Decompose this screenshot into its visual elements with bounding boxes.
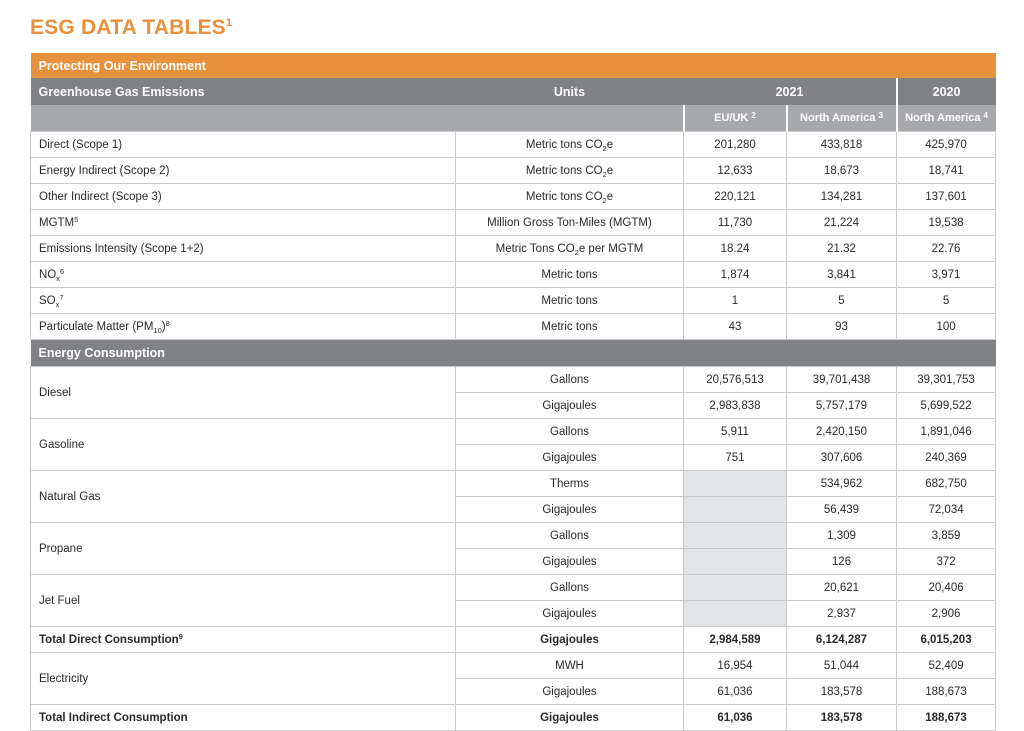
row-label: Emissions Intensity (Scope 1+2) xyxy=(31,236,456,262)
unit-cell: Gigajoules xyxy=(456,601,684,627)
row-label: Total Direct Consumption$^9$ xyxy=(31,627,456,653)
value-cell: 534,962 xyxy=(787,471,897,497)
value-cell: 137,601 xyxy=(897,184,996,210)
value-cell: 2,420,150 xyxy=(787,419,897,445)
subheader-eu-uk: EU/UK $^2$ xyxy=(684,105,787,132)
subheader-blank-cell xyxy=(31,105,684,132)
unit-cell: Metric Tons $CO_2e$ per MGTM xyxy=(456,236,684,262)
unit-cell: Gallons xyxy=(456,367,684,393)
unit-cell: Gigajoules xyxy=(456,549,684,575)
value-cell: 2,983,838 xyxy=(684,393,787,419)
value-cell: 433,818 xyxy=(787,132,897,158)
value-cell: 20,621 xyxy=(787,575,897,601)
row-label: Other Indirect (Scope 3) xyxy=(31,184,456,210)
energy-section-title: Energy Consumption xyxy=(31,340,996,367)
esg-data-table xyxy=(30,53,996,731)
value-cell: 6,015,203 xyxy=(897,627,996,653)
value-cell: 21,224 xyxy=(787,210,897,236)
row-label: Total Indirect Consumption xyxy=(31,705,456,731)
subheader-na-2020: North America $^4$ xyxy=(897,105,996,132)
value-cell: 18,673 xyxy=(787,158,897,184)
value-cell: 20,576,513 xyxy=(684,367,787,393)
value-cell: 307,606 xyxy=(787,445,897,471)
value-cell: 1,891,046 xyxy=(897,419,996,445)
row-label: Natural Gas xyxy=(31,471,456,523)
unit-cell: Gigajoules xyxy=(456,679,684,705)
unit-cell: Metric tons xyxy=(456,262,684,288)
value-cell: 11,730 xyxy=(684,210,787,236)
value-cell xyxy=(684,549,787,575)
page-title-footnote: 1 xyxy=(225,17,233,29)
value-cell: 3,971 xyxy=(897,262,996,288)
value-cell xyxy=(684,497,787,523)
unit-cell: Gigajoules xyxy=(456,627,684,653)
table-row xyxy=(31,705,996,731)
table-row xyxy=(31,262,996,288)
unit-cell: Gallons xyxy=(456,523,684,549)
year-2021-header: 2021 xyxy=(684,78,897,105)
row-label: Particulate Matter $(PM_{10})^8$ xyxy=(31,314,456,340)
unit-cell: Metric tons $CO_2e$ xyxy=(456,132,684,158)
value-cell: 126 xyxy=(787,549,897,575)
table-row xyxy=(31,158,996,184)
table-row xyxy=(31,132,996,158)
value-cell: 1 xyxy=(684,288,787,314)
value-cell: 2,937 xyxy=(787,601,897,627)
row-label: $SO_x^7$ xyxy=(31,288,456,314)
value-cell: 5,757,179 xyxy=(787,393,897,419)
value-cell: 93 xyxy=(787,314,897,340)
table-row xyxy=(31,653,996,679)
value-cell: 5,911 xyxy=(684,419,787,445)
value-cell: 43 xyxy=(684,314,787,340)
ghg-header-row xyxy=(31,78,996,105)
table-row xyxy=(31,288,996,314)
value-cell: 372 xyxy=(897,549,996,575)
value-cell: 18.24 xyxy=(684,236,787,262)
table-row xyxy=(31,523,996,549)
value-cell: 52,409 xyxy=(897,653,996,679)
unit-cell: Million Gross Ton-Miles (MGTM) xyxy=(456,210,684,236)
value-cell: 425,970 xyxy=(897,132,996,158)
unit-cell: Metric tons xyxy=(456,288,684,314)
page-title xyxy=(30,16,995,40)
subheader-na-2021: North America $^3$ xyxy=(787,105,897,132)
value-cell: 39,301,753 xyxy=(897,367,996,393)
value-cell: 3,841 xyxy=(787,262,897,288)
banner-title: Protecting Our Environment xyxy=(31,53,996,78)
table-row xyxy=(31,314,996,340)
value-cell xyxy=(684,601,787,627)
value-cell: 1,309 xyxy=(787,523,897,549)
value-cell: 188,673 xyxy=(897,705,996,731)
energy-rows xyxy=(31,367,996,731)
value-cell: 2,984,589 xyxy=(684,627,787,653)
table-row xyxy=(31,210,996,236)
value-cell: 134,281 xyxy=(787,184,897,210)
row-label: Energy Indirect (Scope 2) xyxy=(31,158,456,184)
row-label: MGTM$^5$ xyxy=(31,210,456,236)
units-column-header: Units xyxy=(456,78,684,105)
value-cell: 240,369 xyxy=(897,445,996,471)
ghg-rows xyxy=(31,132,996,340)
value-cell xyxy=(684,575,787,601)
page-title-text: ESG DATA TABLES xyxy=(30,16,226,39)
row-label: $NO_x^6$ xyxy=(31,262,456,288)
row-label: Direct (Scope 1) xyxy=(31,132,456,158)
value-cell: 16,954 xyxy=(684,653,787,679)
value-cell xyxy=(684,523,787,549)
value-cell: 72,034 xyxy=(897,497,996,523)
value-cell: 21.32 xyxy=(787,236,897,262)
unit-cell: Gigajoules xyxy=(456,497,684,523)
unit-cell: Gallons xyxy=(456,419,684,445)
unit-cell: Therms xyxy=(456,471,684,497)
year-2020-header: 2020 xyxy=(897,78,996,105)
value-cell: 5 xyxy=(897,288,996,314)
value-cell: 6,124,287 xyxy=(787,627,897,653)
region-subheader-row xyxy=(31,105,996,132)
banner-row xyxy=(31,53,996,78)
unit-cell: Metric tons $CO_2e$ xyxy=(456,158,684,184)
row-label: Jet Fuel xyxy=(31,575,456,627)
value-cell: 188,673 xyxy=(897,679,996,705)
value-cell: 56,439 xyxy=(787,497,897,523)
value-cell: 183,578 xyxy=(787,705,897,731)
value-cell: 12,633 xyxy=(684,158,787,184)
value-cell: 1,874 xyxy=(684,262,787,288)
table-row xyxy=(31,627,996,653)
unit-cell: Gigajoules xyxy=(456,705,684,731)
value-cell: 2,906 xyxy=(897,601,996,627)
value-cell: 19,538 xyxy=(897,210,996,236)
value-cell xyxy=(684,471,787,497)
value-cell: 220,121 xyxy=(684,184,787,210)
value-cell: 20,406 xyxy=(897,575,996,601)
value-cell: 201,280 xyxy=(684,132,787,158)
unit-cell: MWH xyxy=(456,653,684,679)
value-cell: 682,750 xyxy=(897,471,996,497)
value-cell: 100 xyxy=(897,314,996,340)
value-cell: 751 xyxy=(684,445,787,471)
value-cell: 61,036 xyxy=(684,679,787,705)
ghg-section-title: Greenhouse Gas Emissions xyxy=(31,78,456,105)
table-row xyxy=(31,419,996,445)
table-row xyxy=(31,236,996,262)
value-cell: 61,036 xyxy=(684,705,787,731)
row-label: Electricity xyxy=(31,653,456,705)
value-cell: 51,044 xyxy=(787,653,897,679)
value-cell: 183,578 xyxy=(787,679,897,705)
value-cell: 22.76 xyxy=(897,236,996,262)
unit-cell: Gallons xyxy=(456,575,684,601)
table-row xyxy=(31,367,996,393)
energy-section-header-row xyxy=(31,340,996,367)
unit-cell: Metric tons $CO_2e$ xyxy=(456,184,684,210)
unit-cell: Gigajoules xyxy=(456,445,684,471)
unit-cell: Gigajoules xyxy=(456,393,684,419)
row-label: Diesel xyxy=(31,367,456,419)
value-cell: 18,741 xyxy=(897,158,996,184)
value-cell: 39,701,438 xyxy=(787,367,897,393)
table-row xyxy=(31,471,996,497)
value-cell: 3,859 xyxy=(897,523,996,549)
row-label: Propane xyxy=(31,523,456,575)
table-row xyxy=(31,184,996,210)
value-cell: 5 xyxy=(787,288,897,314)
value-cell: 5,699,522 xyxy=(897,393,996,419)
row-label: Gasoline xyxy=(31,419,456,471)
energy-section xyxy=(31,340,996,367)
unit-cell: Metric tons xyxy=(456,314,684,340)
table-row xyxy=(31,575,996,601)
